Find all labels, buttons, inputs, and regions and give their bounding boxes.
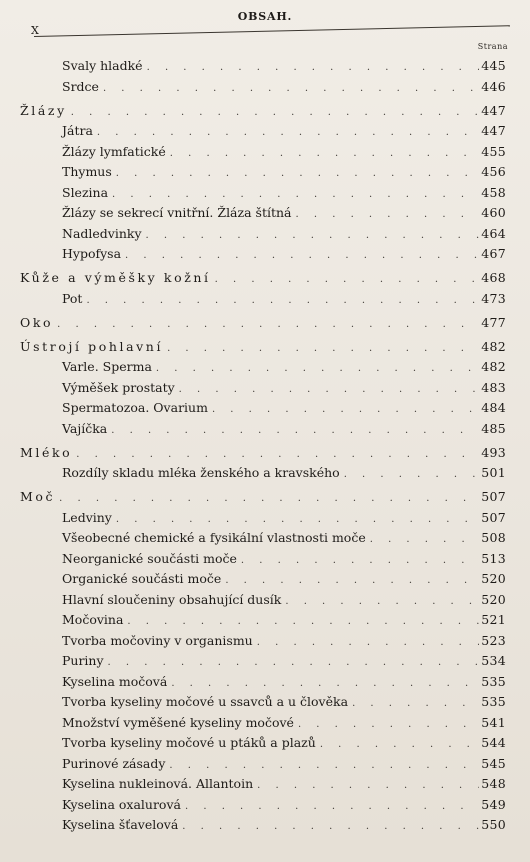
toc-leader-dots (221, 571, 479, 592)
toc-entry-title: Pot (62, 290, 83, 306)
toc-subentry (0, 162, 530, 183)
toc-entry-page: 464 (481, 225, 506, 241)
toc-entry-page: 549 (481, 796, 506, 812)
toc-leader-dots (67, 103, 479, 124)
toc-leader-dots (55, 489, 479, 510)
toc-entry-title: Játra (62, 123, 93, 138)
toc-leader-dots (93, 123, 479, 144)
toc-leader-dots (281, 592, 479, 613)
toc-entry-title: Purinové zásady (62, 755, 166, 771)
toc-leader-dots (340, 465, 480, 486)
toc-entry-title: Oko (20, 314, 54, 330)
toc-subentry (0, 224, 530, 245)
toc-section-entry (0, 268, 530, 289)
toc-subentry (0, 77, 530, 98)
toc-entry-page: 482 (481, 338, 506, 354)
toc-entry-page: 501 (481, 465, 506, 480)
toc-leader-dots (181, 797, 479, 818)
toc-entry-page: 535 (481, 673, 506, 689)
toc-entry-page: 483 (481, 379, 506, 395)
toc-entry-title: Hypofysa (62, 246, 122, 261)
toc-subentry (0, 754, 530, 775)
toc-leader-dots (104, 653, 480, 674)
toc-entry-title: Ledviny (62, 509, 112, 525)
toc-leader-dots (72, 445, 479, 466)
toc-subentry (0, 357, 530, 378)
toc-leader-dots (316, 735, 479, 756)
toc-entry-title: Vajíčka (62, 420, 108, 436)
toc-entry-title: Tvorba močoviny v organismu (62, 632, 253, 648)
toc-entry-title: Žlázy (20, 102, 67, 118)
toc-entry-title: Ústrojí pohlavní (20, 338, 164, 354)
toc-entry-title: Moč (20, 489, 56, 504)
toc-entry-page: 493 (481, 444, 506, 460)
toc-subentry (0, 733, 530, 754)
toc-leader-dots (121, 246, 479, 267)
toc-leader-dots (53, 315, 479, 336)
toc-section-entry (0, 101, 530, 122)
table-of-contents (0, 56, 530, 836)
toc-subentry (0, 419, 530, 440)
toc-entry-page: 485 (481, 420, 506, 436)
toc-leader-dots (112, 164, 479, 185)
toc-leader-dots (253, 633, 479, 654)
toc-entry-page: 534 (481, 653, 506, 668)
toc-leader-dots (107, 421, 479, 442)
toc-leader-dots (208, 400, 479, 421)
toc-entry-page: 507 (481, 489, 506, 504)
toc-leader-dots (163, 339, 479, 360)
toc-leader-dots (211, 270, 480, 291)
toc-entry-page: 484 (481, 400, 506, 415)
toc-entry-title: Varle. Sperma (62, 359, 152, 374)
toc-subentry (0, 631, 530, 652)
toc-subentry (0, 463, 530, 484)
toc-leader-dots (167, 674, 479, 695)
toc-subentry (0, 183, 530, 204)
toc-entry-title: Tvorba kyseliny močové u ptáků a plazů (62, 735, 316, 750)
toc-leader-dots (166, 144, 479, 165)
toc-subentry (0, 203, 530, 224)
toc-leader-dots (175, 380, 480, 401)
toc-entry-page: 468 (481, 270, 506, 285)
toc-leader-dots (108, 185, 479, 206)
toc-entry-page: 544 (481, 735, 506, 750)
toc-entry-page: 535 (481, 694, 506, 709)
toc-section-entry (0, 487, 530, 508)
toc-subentry (0, 815, 530, 836)
toc-leader-dots (99, 79, 479, 100)
toc-section-entry (0, 443, 530, 464)
toc-entry-page: 507 (481, 509, 506, 525)
toc-entry-page: 520 (481, 591, 506, 607)
toc-subentry (0, 528, 530, 549)
toc-subentry (0, 713, 530, 734)
toc-entry-title: Kyselina oxalurová (62, 796, 181, 812)
toc-entry-page: 467 (481, 246, 506, 261)
page-column-label: Strana (477, 42, 508, 51)
toc-entry-page: 541 (481, 714, 506, 730)
toc-leader-dots (237, 551, 479, 572)
toc-entry-title: Žlázy se sekrecí vnitřní. Žláza štítná (62, 205, 292, 220)
toc-subentry (0, 378, 530, 399)
toc-entry-page: 473 (481, 290, 506, 306)
toc-subentry (0, 142, 530, 163)
toc-subentry (0, 569, 530, 590)
page-number: X (31, 24, 40, 37)
toc-subentry (0, 610, 530, 631)
page-header (0, 0, 530, 51)
toc-entry-page: 520 (481, 571, 506, 586)
toc-leader-dots (165, 756, 479, 777)
toc-entry-page: 447 (481, 102, 506, 118)
toc-leader-dots (253, 776, 479, 797)
toc-entry-title: Puriny (62, 653, 104, 668)
toc-entry-page: 508 (481, 530, 506, 545)
toc-subentry (0, 508, 530, 529)
toc-leader-dots (178, 817, 479, 838)
toc-subentry (0, 289, 530, 310)
toc-entry-page: 460 (481, 205, 506, 220)
toc-entry-page: 446 (481, 78, 506, 94)
toc-entry-title: Mléko (20, 444, 73, 460)
toc-entry-page: 545 (481, 755, 506, 771)
toc-subentry (0, 651, 530, 672)
toc-entry-page: 456 (481, 164, 506, 179)
header-rule (34, 25, 510, 37)
toc-subentry (0, 398, 530, 419)
toc-entry-title: Organické součásti moče (62, 571, 222, 586)
toc-entry-title: Množství vyměšené kyseliny močové (62, 714, 294, 730)
toc-entry-title: Hlavní sloučeniny obsahující dusík (62, 591, 282, 607)
toc-leader-dots (294, 715, 479, 736)
toc-entry-page: 458 (481, 184, 506, 200)
toc-subentry (0, 121, 530, 142)
toc-entry-title: Kyselina močová (62, 673, 168, 689)
toc-entry-title: Slezina (62, 184, 109, 200)
toc-entry-title: Výměšek prostaty (62, 379, 175, 395)
toc-entry-page: 513 (481, 550, 506, 566)
toc-entry-title: Spermatozoa. Ovarium (62, 400, 208, 415)
toc-entry-title: Tvorba kyseliny močové u ssavců a u člověka (62, 694, 349, 709)
toc-subentry (0, 672, 530, 693)
toc-entry-page: 447 (481, 123, 506, 138)
toc-entry-page: 445 (481, 58, 506, 73)
toc-entry-title: Močovina (62, 612, 124, 627)
toc-entry-page: 550 (481, 817, 506, 832)
toc-subentry (0, 56, 530, 77)
toc-entry-page: 548 (481, 776, 506, 791)
toc-section-entry (0, 337, 530, 358)
toc-subentry (0, 244, 530, 265)
toc-entry-title: Všeobecné chemické a fysikální vlastnosti moče (62, 530, 366, 545)
toc-subentry (0, 590, 530, 611)
toc-section-entry (0, 313, 530, 334)
toc-leader-dots (123, 612, 479, 633)
toc-entry-title: Neorganické součásti moče (62, 550, 237, 566)
toc-entry-page: 477 (481, 314, 506, 330)
toc-subentry (0, 549, 530, 570)
toc-leader-dots (348, 694, 479, 715)
toc-entry-page: 523 (481, 632, 506, 648)
toc-entry-title: Thymus (62, 164, 112, 179)
toc-entry-title: Kyselina šťavelová (62, 817, 179, 832)
toc-entry-title: Žlázy lymfatické (62, 143, 166, 159)
toc-entry-title: Kyselina nukleinová. Allantoin (62, 776, 254, 791)
page-title: OBSAH. (237, 10, 293, 23)
toc-entry-title: Nadledvinky (62, 225, 142, 241)
toc-entry-page: 521 (481, 612, 506, 627)
toc-entry-title: Rozdíly skladu mléka ženského a kravského (62, 465, 340, 480)
toc-entry-page: 482 (481, 359, 506, 374)
toc-entry-title: Svaly hladké (62, 58, 143, 73)
toc-subentry (0, 795, 530, 816)
toc-leader-dots (112, 510, 479, 531)
toc-subentry (0, 774, 530, 795)
toc-leader-dots (142, 226, 480, 247)
toc-leader-dots (292, 205, 480, 226)
toc-entry-title: Kůže a výměšky kožní (20, 270, 211, 285)
toc-subentry (0, 692, 530, 713)
toc-entry-page: 455 (481, 143, 506, 159)
toc-leader-dots (143, 58, 480, 79)
toc-leader-dots (152, 359, 479, 380)
toc-entry-title: Srdce (62, 78, 99, 94)
toc-leader-dots (82, 291, 479, 312)
toc-leader-dots (366, 530, 480, 551)
